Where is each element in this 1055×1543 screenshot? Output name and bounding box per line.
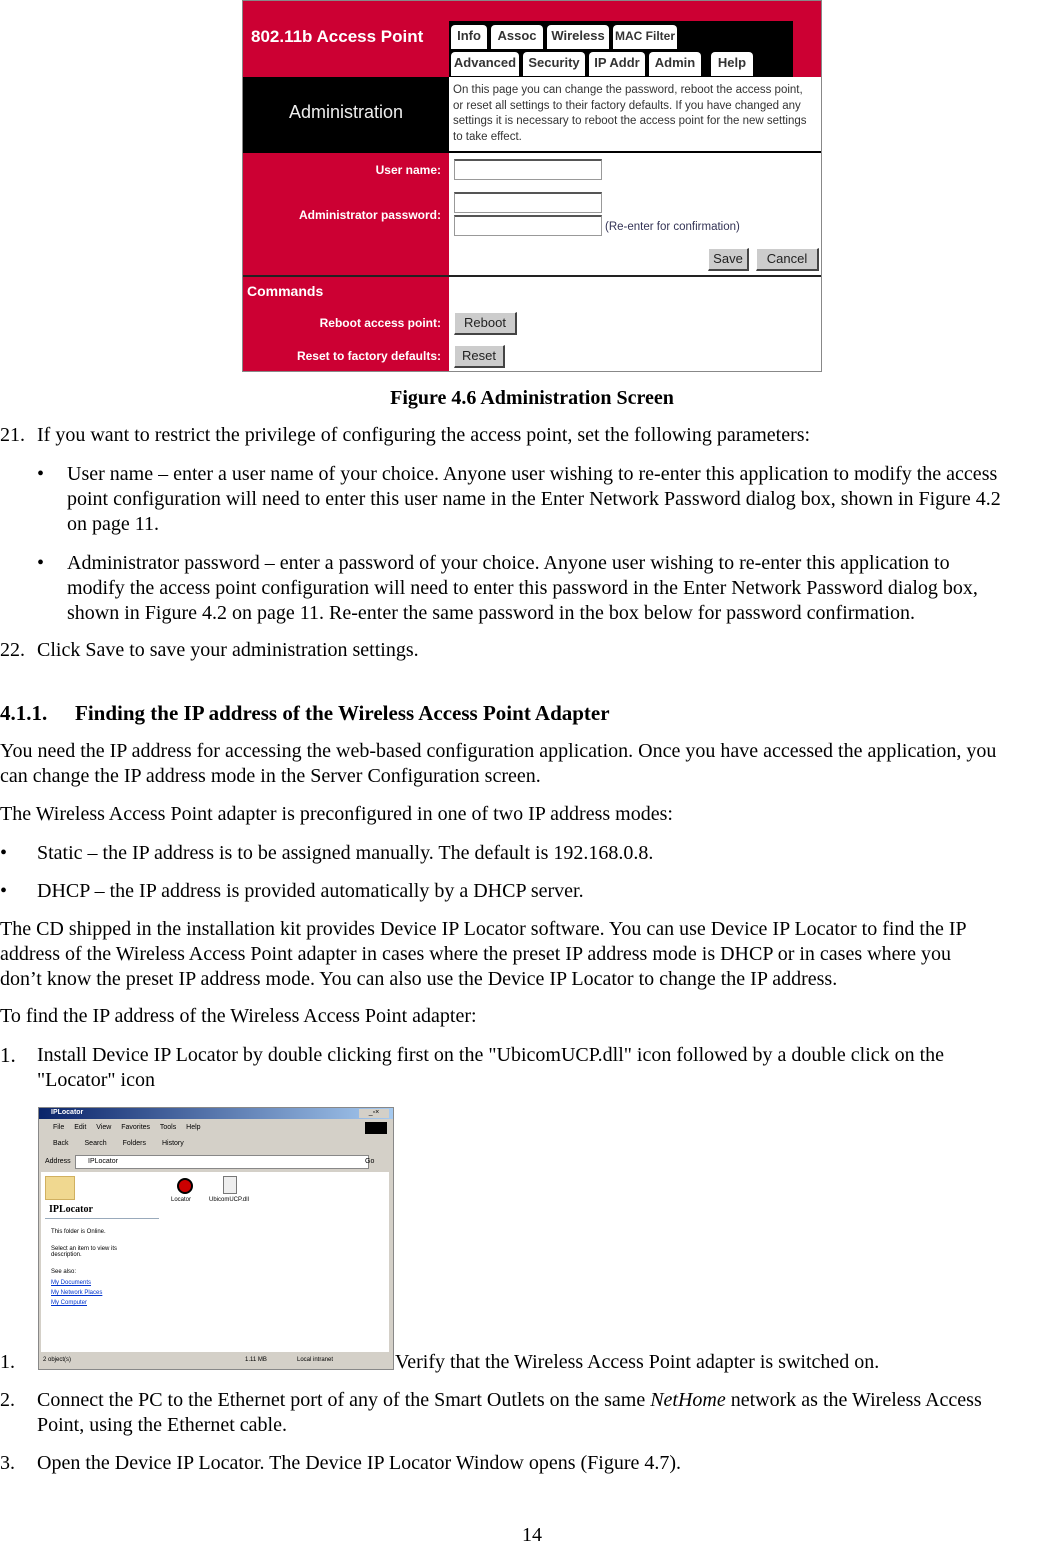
- search-button[interactable]: Search: [84, 1140, 107, 1147]
- link-my-computer[interactable]: My Computer: [51, 1300, 88, 1306]
- address-label: Address: [45, 1158, 71, 1165]
- paragraph: To find the IP address of the Wireless Access Point adapter:: [0, 1005, 477, 1027]
- menu-bar[interactable]: [53, 1124, 201, 1131]
- step-2-line: Point, using the Ethernet cable.: [37, 1414, 287, 1436]
- step-21-text: If you want to restrict the privilege of configuring the access point, set the following parameters:: [37, 424, 811, 446]
- paragraph-line: You need the IP address for accessing the web-based configuration application. Once you have accessed the application, you: [0, 740, 997, 762]
- menu-file[interactable]: File: [53, 1124, 65, 1131]
- step-22-text: Click Save to save your administration settings.: [37, 639, 419, 661]
- admin-password-input[interactable]: [454, 192, 602, 213]
- page-description: On this page you can change the password, reboot the access point, or reset all settings to their factory defaults. If you have changed any settings it is necessary to reboot the access point for the new settings to take effect.: [453, 84, 807, 143]
- paragraph: The Wireless Access Point adapter is preconfigured in one of two IP address modes:: [0, 803, 673, 825]
- step-22-number: 22.: [0, 639, 25, 661]
- tab-admin[interactable]: Admin: [649, 52, 701, 76]
- step-21-number: 21.: [0, 424, 25, 446]
- commands-title: Commands: [247, 283, 324, 299]
- select-hint: Select an item to view its description.: [51, 1246, 118, 1258]
- address-input[interactable]: IPLocator: [75, 1155, 369, 1169]
- tab-security[interactable]: Security: [523, 52, 585, 76]
- bullet-user-name-line: point configuration will need to enter this user name in the Enter Network Password dialog box, shown in Figure 4.2: [67, 488, 1001, 510]
- tab-ip-addr[interactable]: IP Addr: [589, 52, 645, 76]
- bullet-admin-password-line: Administrator password – enter a password of your choice. Anyone user wishing to re-enter this application to: [67, 552, 950, 574]
- tab-bar: [449, 21, 793, 77]
- step-1b-number: 1.: [0, 1351, 15, 1373]
- locator-app-icon[interactable]: [177, 1178, 193, 1194]
- link-my-network-places[interactable]: My Network Places: [51, 1290, 103, 1296]
- tab-wireless[interactable]: Wireless: [547, 25, 609, 49]
- section-heading: Finding the IP address of the Wireless Access Point Adapter: [75, 701, 610, 725]
- file-locator[interactable]: Locator: [171, 1197, 192, 1203]
- link-my-documents[interactable]: My Documents: [51, 1280, 92, 1286]
- section-number: 4.1.1.: [0, 701, 48, 725]
- section-title: Administration: [288, 102, 404, 122]
- paragraph-line: don’t know the preset IP address mode. You can also use the Device IP Locator to change the IP address.: [0, 968, 838, 990]
- menu-view[interactable]: View: [96, 1124, 112, 1131]
- menu-edit[interactable]: Edit: [74, 1124, 87, 1131]
- tab-advanced[interactable]: Advanced: [451, 52, 519, 76]
- tab-help[interactable]: Help: [711, 52, 753, 76]
- bullet: •: [37, 463, 45, 485]
- user-name-label: User name:: [375, 163, 441, 177]
- status-zone: Local intranet: [297, 1357, 334, 1363]
- step-2-text: network as the Wireless Access: [725, 1389, 982, 1411]
- step-3-text: Open the Device IP Locator. The Device IP Locator Window opens (Figure 4.7).: [37, 1452, 682, 1474]
- paragraph-line: address of the Wireless Access Point adapter in cases where the preset IP address mode is DHCP or in cases where you: [0, 943, 951, 965]
- paragraph-line: The CD shipped in the installation kit provides Device IP Locator software. You can use Device IP Locator to find the IP: [0, 918, 967, 940]
- folder-icon: [45, 1176, 75, 1200]
- tab-info[interactable]: Info: [451, 25, 487, 49]
- windows-logo: [365, 1122, 387, 1134]
- step-2-number: 2.: [0, 1389, 15, 1411]
- go-button[interactable]: Go: [365, 1158, 375, 1165]
- bullet-user-name-line: User name – enter a user name of your choice. Anyone user wishing to re-enter this application to modify the access: [67, 463, 998, 485]
- reboot-label: Reboot access point:: [319, 316, 441, 330]
- cancel-button[interactable]: Cancel: [756, 248, 819, 271]
- iplocator-explorer-window: [38, 1107, 394, 1370]
- bullet-admin-password-line: modify the access point configuration will need to enter this password in the Enter Network Password dialog box,: [67, 577, 978, 599]
- step-2-line: [37, 1388, 982, 1413]
- page-number: 14: [522, 1524, 542, 1543]
- step-1b-text: Verify that the Wireless Access Point adapter is switched on.: [395, 1351, 880, 1373]
- figure-caption: Figure 4.6 Administration Screen: [390, 387, 674, 409]
- save-button[interactable]: Save: [708, 248, 749, 271]
- menu-tools[interactable]: Tools: [159, 1124, 177, 1131]
- bullet: •: [0, 880, 8, 902]
- reset-button[interactable]: Reset: [454, 345, 505, 368]
- confirm-password-input[interactable]: [454, 215, 602, 236]
- reset-label: Reset to factory defaults:: [296, 349, 441, 363]
- see-also: See also:: [51, 1269, 77, 1275]
- back-button[interactable]: Back: [53, 1140, 69, 1147]
- nethome-term: NetHome: [650, 1389, 726, 1411]
- reboot-button[interactable]: Reboot: [454, 312, 517, 335]
- step-3-number: 3.: [0, 1452, 15, 1474]
- menu-favorites[interactable]: Favorites: [121, 1124, 151, 1131]
- bullet: •: [0, 842, 8, 864]
- tab-assoc[interactable]: Assoc: [491, 25, 543, 49]
- status-size: 1.11 MB: [245, 1357, 267, 1363]
- step-2-text: Connect the PC to the Ethernet port of any of the Smart Outlets on the same: [37, 1389, 651, 1411]
- app-title: 802.11b Access Point: [251, 27, 424, 46]
- bullet: •: [37, 552, 45, 574]
- folders-button[interactable]: Folders: [122, 1140, 146, 1147]
- mode-dhcp: DHCP – the IP address is provided automatically by a DHCP server.: [37, 880, 584, 902]
- status-objects: 2 object(s): [43, 1357, 72, 1363]
- history-button[interactable]: History: [161, 1140, 184, 1147]
- window-title: IPLocator: [51, 1109, 84, 1116]
- tab-mac-filter[interactable]: MAC Filter: [613, 25, 677, 49]
- step-1-line: Install Device IP Locator by double clicking first on the "UbicomUCP.dll" icon followed by a double click on the: [37, 1044, 945, 1066]
- reenter-hint: (Re-enter for confirmation): [605, 221, 740, 233]
- bullet-admin-password-line: shown in Figure 4.2 on page 11. Re-enter the same password in the box below for password confirmation.: [67, 602, 915, 624]
- user-name-input[interactable]: [454, 159, 602, 180]
- mode-static: Static – the IP address is to be assigned manually. The default is 192.168.0.8.: [37, 842, 654, 864]
- dll-file-icon[interactable]: [223, 1176, 237, 1194]
- toolbar[interactable]: [53, 1140, 184, 1147]
- folder-title: IPLocator: [49, 1204, 93, 1215]
- online-note: This folder is Online.: [51, 1229, 106, 1235]
- bullet-user-name-line: on page 11.: [67, 513, 160, 535]
- step-1-line: "Locator" icon: [37, 1069, 155, 1091]
- file-ubicomucp-dll[interactable]: UbicomUCP.dll: [209, 1197, 249, 1203]
- paragraph-line: can change the IP address mode in the Server Configuration screen.: [0, 765, 541, 787]
- admin-password-label: Administrator password:: [298, 208, 441, 222]
- step-1-number: 1.: [0, 1043, 16, 1067]
- admin-screen-figure: [242, 0, 822, 372]
- window-controls[interactable]: _▫×: [359, 1109, 389, 1118]
- menu-help[interactable]: Help: [186, 1124, 201, 1131]
